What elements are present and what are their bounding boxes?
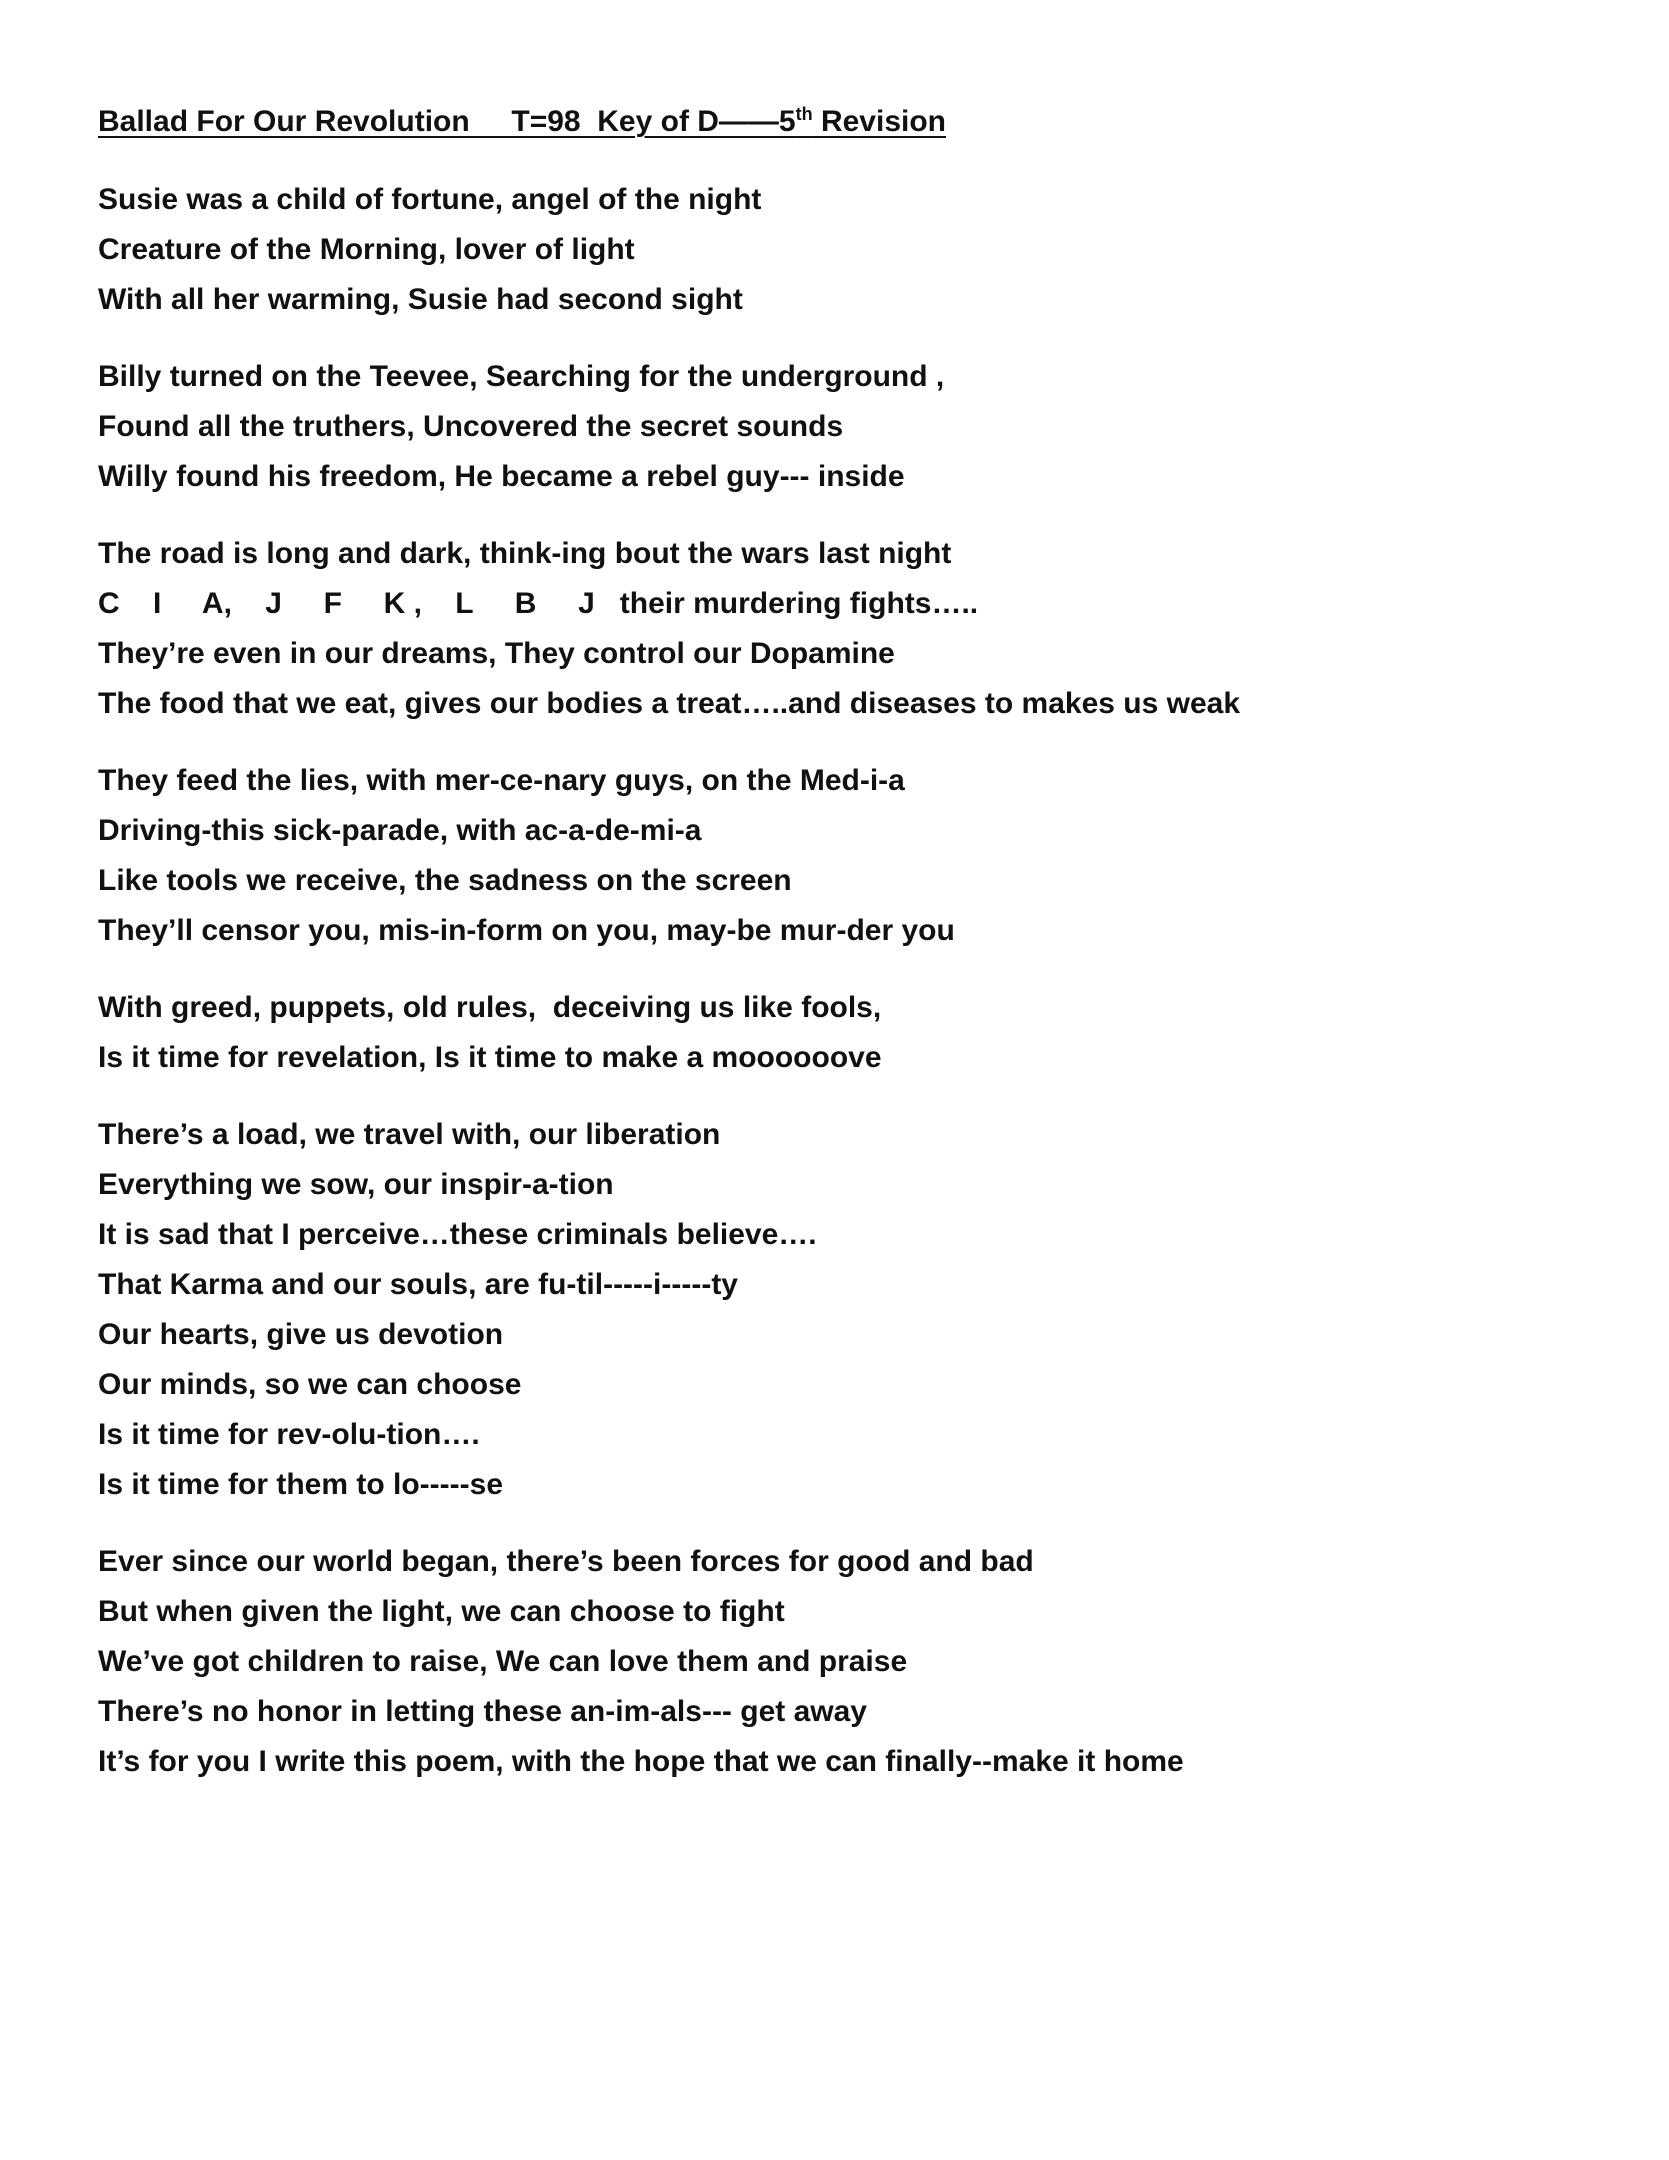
- lyric-line: The food that we eat, gives our bodies a treat…..and diseases to makes us weak: [98, 687, 1241, 720]
- lyric-line: Billy turned on the Teevee, Searching for the underground ,: [98, 360, 945, 393]
- lyric-line: C I A, J F K , L B J their murdering fights…..: [98, 587, 979, 620]
- stanza-6: [98, 1110, 1598, 1510]
- lyric-line: Like tools we receive, the sadness on the screen: [98, 864, 792, 897]
- lyric-line: It’s for you I write this poem, with the hope that we can finally--make it home: [98, 1745, 1184, 1778]
- lyric-line: Is it time for rev-olu-tion….: [98, 1418, 480, 1451]
- lyric-line: Ever since our world began, there’s been forces for good and bad: [98, 1545, 1034, 1578]
- song-title: [98, 98, 1598, 146]
- title-main: Ballad For Our Revolution T=98 Key of D——5: [98, 105, 796, 138]
- lyric-line: Everything we sow, our inspir-a-tion: [98, 1168, 614, 1201]
- lyric-line: We’ve got children to raise, We can love them and praise: [98, 1645, 908, 1678]
- stanza-3: [98, 529, 1598, 729]
- lyric-line: That Karma and our souls, are fu-til-----i-----ty: [98, 1268, 738, 1301]
- lyric-line: With greed, puppets, old rules, deceiving us like fools,: [98, 991, 882, 1024]
- lyric-line: Is it time for revelation, Is it time to make a moooooove: [98, 1041, 882, 1074]
- lyrics-content: [98, 98, 1598, 1814]
- lyric-line: Susie was a child of fortune, angel of the night: [98, 183, 762, 216]
- stanza-7: [98, 1537, 1598, 1787]
- lyric-line: They feed the lies, with mer-ce-nary guys, on the Med-i-a: [98, 764, 905, 797]
- lyric-line: Is it time for them to lo-----se: [98, 1468, 503, 1501]
- title-superscript: th: [795, 104, 813, 124]
- lyric-line: They’re even in our dreams, They control our Dopamine: [98, 637, 895, 670]
- lyric-line: It is sad that I perceive…these criminals believe….: [98, 1218, 817, 1251]
- lyric-line: But when given the light, we can choose to fight: [98, 1595, 785, 1628]
- stanza-1: [98, 175, 1598, 325]
- stanza-4: [98, 756, 1598, 956]
- stanza-5: [98, 983, 1598, 1083]
- lyric-line: Found all the truthers, Uncovered the secret sounds: [98, 410, 844, 443]
- lyric-line: Creature of the Morning, lover of light: [98, 233, 635, 266]
- lyric-line: The road is long and dark, think-ing bout the wars last night: [98, 537, 952, 570]
- stanza-2: [98, 352, 1598, 502]
- lyric-line: With all her warming, Susie had second sight: [98, 283, 743, 316]
- title-revision: Revision: [812, 105, 946, 138]
- lyric-line: They’ll censor you, mis-in-form on you, may-be mur-der you: [98, 914, 955, 947]
- lyric-line: Willy found his freedom, He became a rebel guy--- inside: [98, 460, 905, 493]
- lyric-line: Driving-this sick-parade, with ac-a-de-mi-a: [98, 814, 702, 847]
- lyric-line: Our hearts, give us devotion: [98, 1318, 504, 1351]
- lyric-line: Our minds, so we can choose: [98, 1368, 522, 1401]
- lyric-line: There’s no honor in letting these an-im-als--- get away: [98, 1695, 867, 1728]
- lyric-line: There’s a load, we travel with, our liberation: [98, 1118, 721, 1151]
